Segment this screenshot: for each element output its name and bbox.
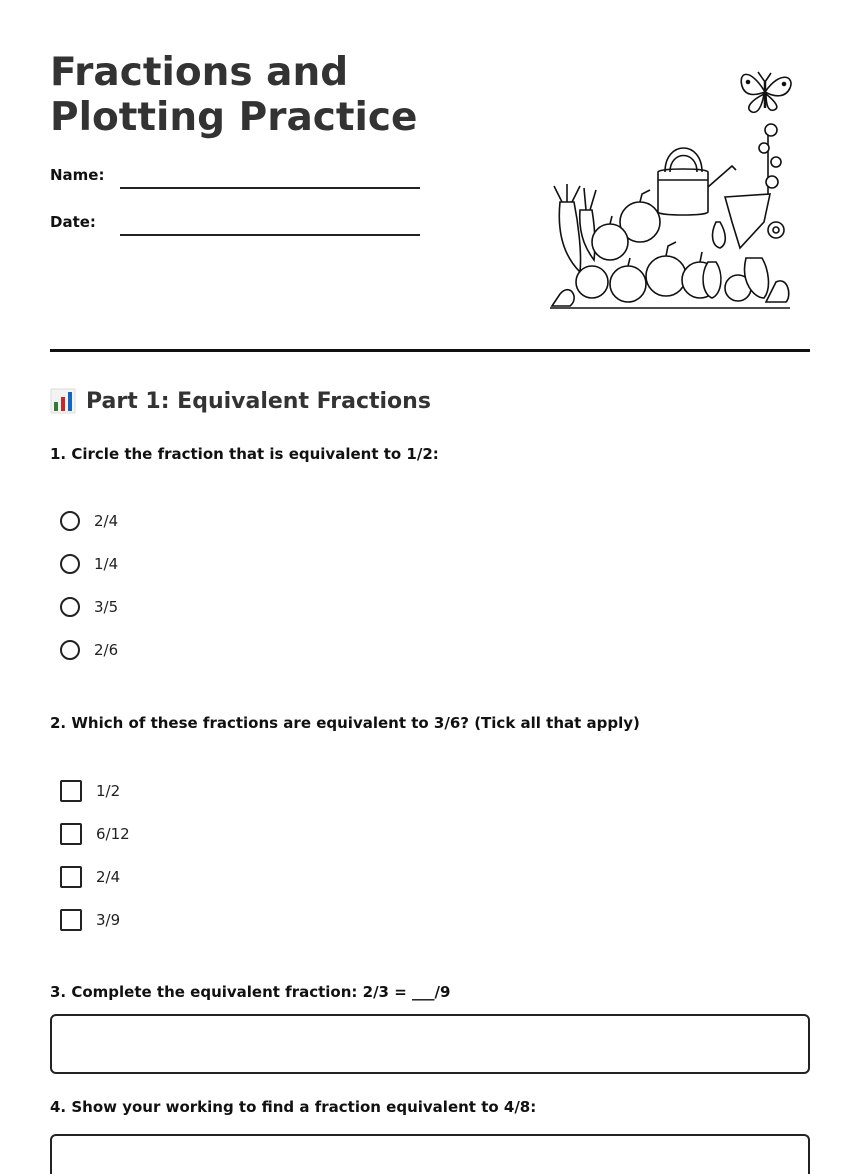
q1-option-1[interactable] xyxy=(60,511,118,531)
checkbox[interactable] xyxy=(60,823,82,845)
worksheet-title: Fractions and Plotting Practice xyxy=(50,50,418,140)
q2-option-4[interactable] xyxy=(60,909,120,931)
part1-heading xyxy=(50,388,431,414)
section-divider xyxy=(50,349,810,352)
q2-option-3[interactable] xyxy=(60,866,120,888)
checkbox[interactable] xyxy=(60,909,82,931)
name-field[interactable] xyxy=(120,187,420,189)
question-4-text: 4. Show your working to find a fraction equivalent to 4/8: xyxy=(50,1098,537,1116)
q2-option-2[interactable] xyxy=(60,823,130,845)
q2-option-label: 2/4 xyxy=(96,868,121,886)
part1-title: Part 1: Equivalent Fractions xyxy=(86,388,431,414)
date-field[interactable] xyxy=(120,234,420,236)
q1-option-label: 3/5 xyxy=(94,598,119,616)
checkbox[interactable] xyxy=(60,866,82,888)
q1-option-label: 2/4 xyxy=(94,512,119,530)
carrot-icon xyxy=(554,184,596,272)
q1-option-3[interactable] xyxy=(60,597,118,617)
checkbox[interactable] xyxy=(60,780,82,802)
q1-option-label: 1/4 xyxy=(94,555,119,573)
bar-chart-icon xyxy=(50,388,76,414)
radio-button[interactable] xyxy=(60,640,80,660)
butterfly-icon xyxy=(741,72,791,112)
q2-option-label: 1/2 xyxy=(96,782,121,800)
radio-button[interactable] xyxy=(60,511,80,531)
question-2-text: 2. Which of these fractions are equivalent to 3/6? (Tick all that apply) xyxy=(50,714,640,732)
q2-option-label: 6/12 xyxy=(96,825,130,843)
name-label: Name: xyxy=(50,166,105,184)
date-label: Date: xyxy=(50,213,96,231)
q1-option-4[interactable] xyxy=(60,640,118,660)
radio-button[interactable] xyxy=(60,597,80,617)
watering-can-icon xyxy=(658,148,736,215)
question-3-text: 3. Complete the equivalent fraction: 2/3 = ___/9 xyxy=(50,983,451,1001)
q2-option-label: 3/9 xyxy=(96,911,121,929)
q1-option-2[interactable] xyxy=(60,554,118,574)
q3-answer-box[interactable] xyxy=(50,1014,810,1074)
garden-illustration-icon xyxy=(540,62,800,312)
q1-option-label: 2/6 xyxy=(94,641,119,659)
q2-option-1[interactable] xyxy=(60,780,120,802)
radio-button[interactable] xyxy=(60,554,80,574)
question-1-text: 1. Circle the fraction that is equivalent to 1/2: xyxy=(50,445,439,463)
q4-answer-box[interactable] xyxy=(50,1134,810,1174)
